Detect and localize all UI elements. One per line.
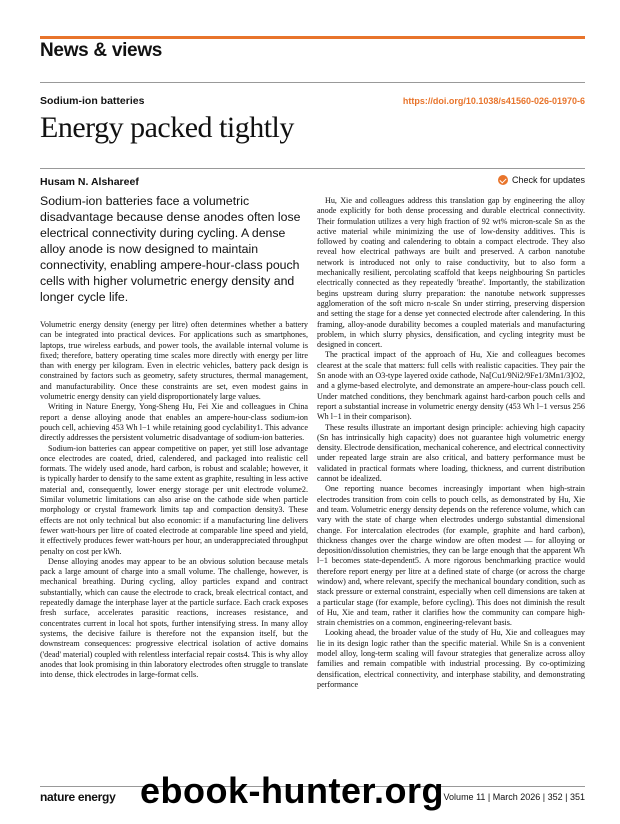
check-updates-button[interactable] (498, 175, 585, 185)
paragraph: One reporting nuance becomes increasingly important when high-strain electrodes transition from coin cells to pouch cells, as demonstrated by Hu, Xie and team. Volumetric energy density depends on the reference volume, which can vary with the state of charge when electrodes undergo substantial dimensional change. For intercalation electrodes (for example, graphite and hard carbon), thickness changes over the charge window are often modest — for alloying or deposition/dissolution chemistries, they can be large enough that the apparent Wh l−1 becomes state-dependent5. A more rigorous benchmarking practice would therefore report energy per litre at a defined state of charge (or across the charge window) and, where relevant, specify the mechanical boundary condition, such as stack pressure or external constraint, especially when cell dimensions are taken at a particular stage (for example, before cycling). This does not diminish the result of Hu, Xie and team, rather it clarifies how the community can compare high-strain chemistries on a common, engineering-relevant basis. (317, 484, 585, 628)
paragraph: Sodium-ion batteries can appear competitive on paper, yet still lose advantage once electrodes are coated, dried, calendered, and packaged into realistic cell formats. The widely used anode, hard carbon, is robust and scalable; however, it is typically harder to densify to the same extent as graphite, resulting in less active material and, consequently, lower energy storage per unit electrode volume2. Similar volumetric limitations can also arise on the cathode side when particle morphology or crystal framework limits tap and compaction density3. These effects are not only technical but also economic: if a manufacturing line delivers fewer watt-hours per litre of coated electrode at comparable line speed and yield, it effectively produces fewer watt-hours per hour, an underappreciated throughput penalty on cost per kWh. (40, 443, 308, 556)
divider (40, 82, 585, 83)
paragraph: Looking ahead, the broader value of the study of Hu, Xie and colleagues may lie in its design logic rather than the specific material. While Sn is a convenient model alloy, long-term scaling will favour strategies that generalize across alloy families and remain compatible with industrial processing. By co-optimizing densification, electrical connectivity, and interphase stability, and demonstrating performance (317, 628, 585, 689)
standfirst: Sodium-ion batteries face a volumetric disadvantage because dense anodes often lose electrical connectivity during cycling. A dense alloy anode is now designed to maintain connectivity, enabling ampere-hour-class pouch cells with higher volumetric energy density and longer cycle life. (40, 194, 301, 304)
page-info: Volume 11 | March 2026 | 352 | 351 (443, 792, 585, 802)
left-column (40, 320, 308, 680)
paragraph: Volumetric energy density (energy per litre) often determines whether a battery can be integrated into practical devices. For applications such as smartphones, laptops, true wireless earbuds, and power tools, the available internal volume is fixed; therefore, battery operating time scales more directly with energy per litre than with energy per kilogram. Even in electric vehicles, battery pack design is constrained by factors such as geometry, safety structures, thermal management, and manufacturability. Once these constraints are set, even modest gains in volumetric energy density can yield disproportionately large values. (40, 320, 308, 402)
article-title: Energy packed tightly (40, 111, 294, 144)
paragraph: Hu, Xie and colleagues address this translation gap by engineering the alloy anode explicitly for both dense processing and durable electrical connectivity. Their formulation utilizes a very high fraction of 92 wt% micron-scale Sn as the active material while minimizing the use of low-density additives. This is followed by coating and calendering to obtain a compact electrode. They also reveal how electrical pathways are built and preserved. A carbon nanotube network is introduced not only to raise conductivity, but to also form a mechanically resilient, percolating scaffold that keeps neighbouring Sn particles electrically connected as they repeatedly 'breathe'. Importantly, the stabilization begins upstream during slurry preparation: the nanotube network suppresses agglomeration of the soft micro n-scale Sn under stirring, preserving dispersion and setting the stage for a dense yet connected electrode after calendering. In this framing, alloy-anode durability becomes a coupled materials and manufacturing problem, in which slurry physics, densification, and cycling integrity must be designed in concert. (317, 196, 585, 350)
accent-rule (40, 36, 585, 39)
check-icon (498, 175, 508, 185)
doi-link[interactable]: https://doi.org/10.1038/s41560-026-01970-6 (402, 96, 585, 106)
paragraph: Writing in Nature Energy, Yong-Sheng Hu, Fei Xie and colleagues in China report a dense alloying anode that enables an ampere-hour-class sodium-ion pouch cell, achieving 453 Wh l−1 while retaining good cyclability1. This advance directly addresses the persistent volumetric disadvantage of sodium-ion batteries. (40, 402, 308, 443)
right-column (317, 196, 585, 690)
journal-logo: nature energy (40, 790, 116, 804)
category-label: Sodium-ion batteries (40, 95, 145, 107)
paragraph: These results illustrate an important design principle: achieving high capacity (Sn has intrinsically high capacity) does not guarantee high volumetric energy density. Electrode densification, mechanical coherence, and electrical connectivity under repeated large strain are also critical, and battery performance must be validated in practical formats where loading, thickness, and current distribution cannot be idealized. (317, 422, 585, 484)
watermark: ebook-hunter.org (140, 770, 444, 811)
check-updates-label: Check for updates (511, 175, 585, 185)
section-title: News & views (40, 40, 163, 61)
divider (40, 168, 585, 169)
paragraph: Dense alloying anodes may appear to be an obvious solution because metals pack a large amount of charge into a small volume. The challenge, however, is mechanical breathing. During cycling, alloy particles expand and contract substantially, which can cause the electrode to crack, break electrical contact, and repeatedly damage the interphase layer at the particle surface. Each crack exposes fresh surface, accelerates parasitic reactions, increases resistance, and concentrates current in local hot spots, further intensifying stress. In many alloy systems, the decisive failure is therefore not the expansion itself, but the downstream consequences: progressive electrical isolation of active domains ('dead' material) coupled with relentless interfacial repair costs4. This is why alloy anodes that look promising in thin laboratory electrodes often struggle to translate into dense, thick electrodes in large-format cells. (40, 556, 308, 680)
paragraph: The practical impact of the approach of Hu, Xie and colleagues becomes clearest at the scale that matters: full cells with realistic capacities. They pair the Sn anode with an O3-type layered oxide cathode, Na[Cu1/9Ni2/9Fe1/3Mn1/3]O2, and a glyme-based electrolyte, and demonstrate an ampere-hour-class pouch cell. Under matched conditions, they benchmark against hard-carbon pouch cells and report a substantial increase in volumetric energy density (453 Wh l−1 versus 256 Wh l−1 in their comparison). (317, 350, 585, 422)
author-name: Husam N. Alshareef (40, 176, 139, 188)
